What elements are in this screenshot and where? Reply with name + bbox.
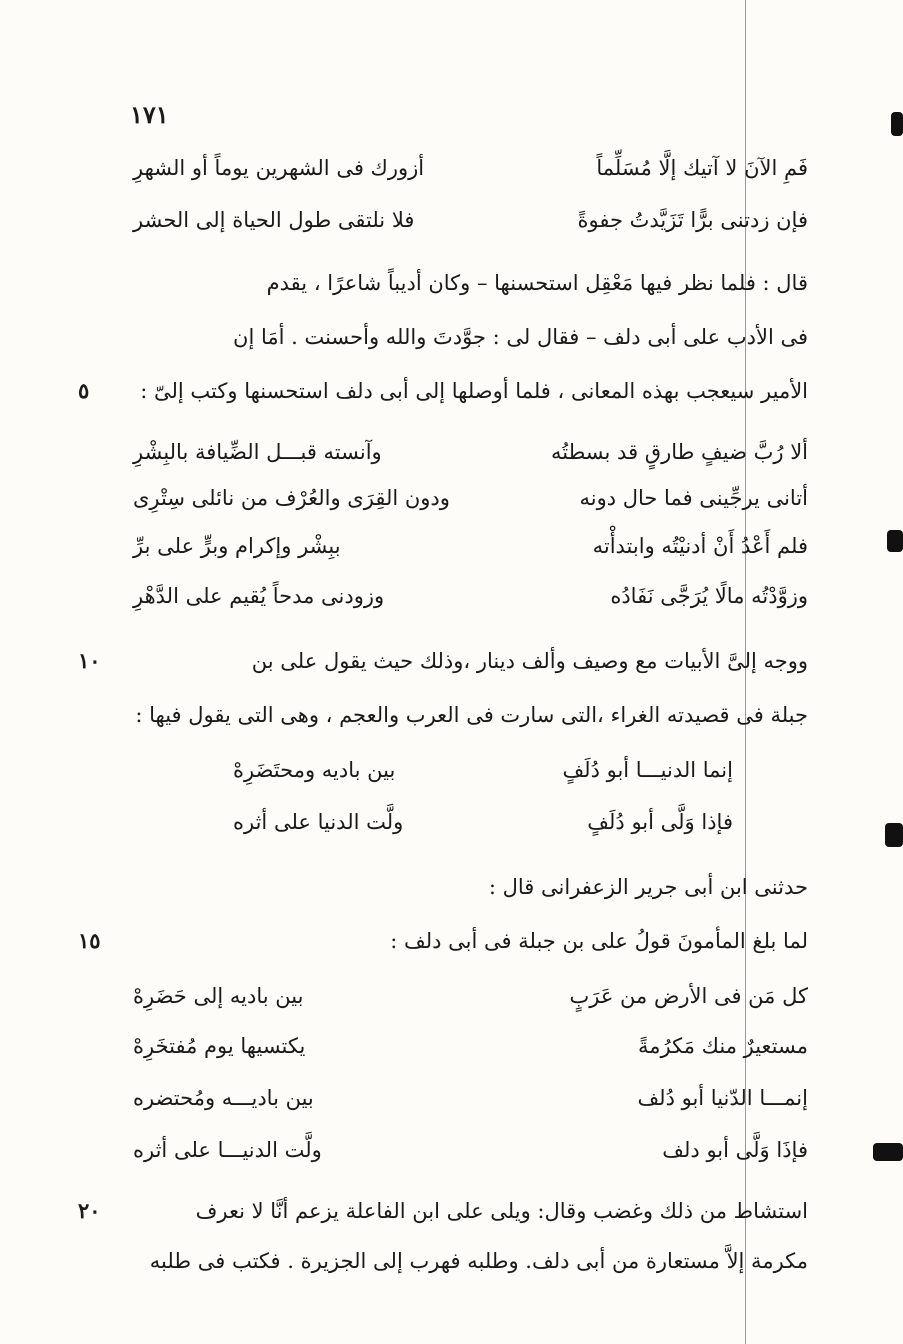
page-edge-mark-2	[887, 530, 903, 552]
verse-line	[133, 1034, 808, 1064]
prose-line: لما بلغ المأمونَ قولُ على بن جبلة فى أبى دلف :	[390, 929, 808, 953]
verse-line	[133, 584, 808, 614]
page-edge-mark-1	[891, 112, 903, 136]
verse-hemistich-first: إنمـــا الدّنيا أبو دُلف	[637, 1086, 808, 1110]
verse-hemistich-second: ببِشْر وإكرام وبرٍّ على برِّ	[133, 534, 341, 558]
verse-hemistich-second: بين باديـــه ومُحتضره	[133, 1086, 314, 1110]
verse-line	[133, 208, 808, 238]
verse-hemistich-first: مستعيرٌ منك مَكرُمةً	[638, 1034, 808, 1058]
verse-line	[133, 156, 808, 186]
verse-hemistich-first: كل مَن فى الأرض من عَرَبٍ	[569, 984, 808, 1008]
prose-line: حدثنى ابن أبى جرير الزعفرانى قال :	[488, 875, 808, 899]
prose-line: مكرمة إلاَّ مستعارة من أبى دلف. وطلبه فهرب إلى الجزيرة . فكتب فى طلبه	[149, 1249, 808, 1273]
verse-hemistich-second: بين باديه إلى حَضَرِهْ	[133, 984, 304, 1008]
page-number: ١٧١	[130, 100, 169, 129]
verse-hemistich-second: أزورك فى الشهرين يوماً أو الشهرِ	[133, 156, 425, 180]
verse-hemistich-second: ولَّت الدنيا على أثره	[233, 810, 404, 834]
prose-line: ووجه إلىَّ الأبيات مع وصيف وألف دينار ،وذلك حيث يقول على بن	[251, 649, 808, 673]
verse-hemistich-second: فلا نلتقى طول الحياة إلى الحشر	[133, 208, 415, 232]
verse-line	[133, 810, 808, 840]
verse-hemistich-second: يكتسيها يوم مُفتخَرِهْ	[133, 1034, 306, 1058]
verse-line	[133, 984, 808, 1014]
verse-line	[133, 1086, 808, 1116]
prose-line: الأمير سيعجب بهذه المعانى ، فلما أوصلها إلى أبى دلف استحسنها وكتب إلىّ :	[140, 379, 808, 403]
verse-hemistich-second: ودون القِرَى والعُرْف من نائلى سِتْرِى	[133, 486, 450, 510]
verse-line	[133, 440, 808, 470]
line-number: ٥	[78, 378, 90, 403]
verse-hemistich-second: وزودنى مدحاً يُقيم على الدَّهْرِ	[133, 584, 385, 608]
prose-line: استشاط من ذلك وغضب وقال: ويلى على ابن الفاعلة يزعم أنَّا لا نعرف	[195, 1199, 808, 1223]
verse-hemistich-first: ألا رُبَّ ضيفٍ طارقٍ قد بسطتُه	[550, 440, 808, 464]
page-edge-mark-3	[885, 823, 903, 847]
verse-hemistich-second: وآنسته قبـــل الضِّيافة بالبِشْرِ	[133, 440, 382, 464]
verse-line	[133, 534, 808, 564]
verse-hemistich-second: ولَّت الدنيـــا على أثره	[133, 1138, 322, 1162]
prose-line: فى الأدب على أبى دلف – فقال لى : جوَّدتَ والله وأحسنت . أمَا إن	[233, 325, 808, 349]
verse-hemistich-first: أتانى يرجِّينى فما حال دونه	[579, 486, 808, 510]
verse-hemistich-first: إنما الدنيـــا أبو دُلَفٍ	[562, 758, 733, 782]
line-number: ٢٠	[78, 1198, 101, 1223]
verse-hemistich-first: فإذَا وَلَّى أبو دلف	[662, 1138, 808, 1162]
verse-hemistich-first: فإذا وَلَّى أبو دُلَفٍ	[587, 810, 733, 834]
prose-line: قال : فلما نظر فيها مَعْقِل استحسنها – وكان أديباً شاعرًا ، يقدم	[266, 271, 808, 295]
verse-hemistich-first: وزوَّدْتُه مالًا يُرَجَّى نَفَادُه	[610, 584, 808, 608]
verse-line	[133, 486, 808, 516]
verse-hemistich-first: فلم أَعْدُ أَنْ أدنيْتُه وابتدأْته	[592, 534, 808, 558]
verse-hemistich-second: بين باديه ومحتَضَرِهْ	[233, 758, 396, 782]
line-number: ١٥	[78, 928, 101, 953]
verse-hemistich-first: فَمِ الآنَ لا آتيك إلَّا مُسَلِّماً	[596, 156, 808, 180]
page-edge-mark-4	[873, 1143, 903, 1161]
verse-line	[133, 758, 808, 788]
line-number: ١٠	[78, 648, 101, 673]
prose-line: جبلة فى قصيدته الغراء ،التى سارت فى العرب والعجم ، وهى التى يقول فيها :	[135, 703, 808, 727]
verse-hemistich-first: فإن زدتنى برًّا تَزَيَّدتُ جفوةً	[577, 208, 808, 232]
verse-line	[133, 1138, 808, 1168]
